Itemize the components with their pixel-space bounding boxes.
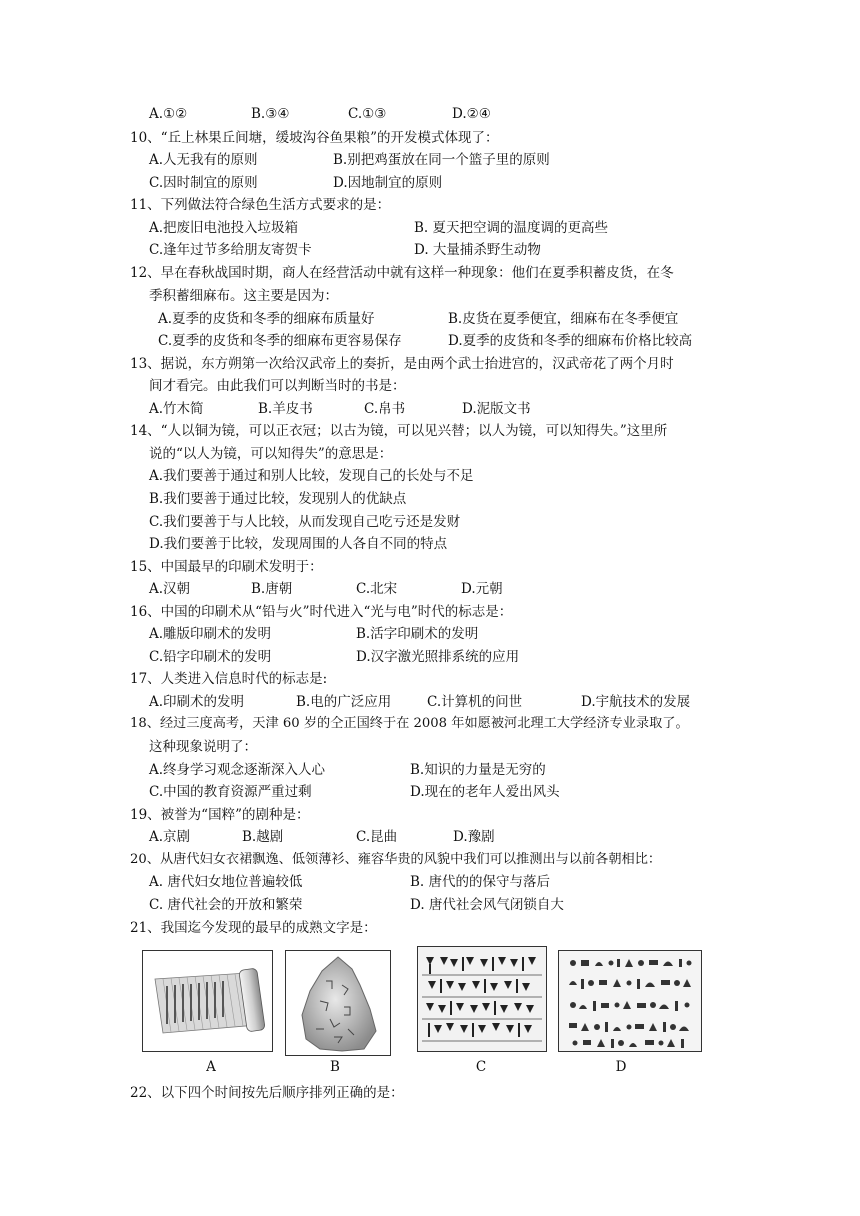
q14-option-c: C.我们要善于与人比较，从而发现自己吃亏还是发财 — [149, 514, 461, 530]
q17-option-b: B.电的广泛应用 — [296, 694, 392, 710]
q10-option-a: A.人无我有的原则 — [149, 152, 258, 168]
q13-option-a: A.竹木简 — [149, 401, 204, 417]
q12-stem-line2: 季积蓄细麻布。这主要是因为： — [149, 288, 338, 304]
q16-stem: 16、中国的印刷术从“铅与火”时代进入“光与电”时代的标志是： — [130, 604, 513, 620]
q16-option-b: B.活字印刷术的发明 — [356, 626, 479, 642]
option-b-oracle-bone-image — [285, 950, 391, 1056]
q11-option-a: A.把废旧电池投入垃圾箱 — [149, 220, 299, 236]
q18-option-b: B.知识的力量是无穷的 — [410, 762, 546, 778]
q14-stem-line1: 14、“人以铜为镜，可以正衣冠；以古为镜，可以见兴替；以人为镜，可以知得失。”这里所 — [130, 423, 668, 439]
option-b-label: B — [330, 1059, 340, 1075]
option-c-label: C — [475, 1059, 487, 1075]
q18-option-d: D.现在的老年人爱出风头 — [410, 784, 560, 800]
q16-option-a: A.雕版印刷术的发明 — [149, 626, 272, 642]
q15-stem: 15、中国最早的印刷术发明于： — [130, 559, 323, 575]
q11-option-c: C.逢年过节多给朋友寄贺卡 — [149, 242, 312, 258]
q14-stem-line2: 说的“以人为镜，可以知得失”的意思是： — [149, 446, 393, 462]
q19-option-d: D.豫剧 — [453, 829, 495, 845]
q15-option-a: A.汉朝 — [149, 581, 191, 597]
q17-option-a: A.印刷术的发明 — [149, 694, 245, 710]
q13-stem-line2: 间才看完。由此我们可以判断当时的书是： — [149, 378, 406, 394]
q14-option-d: D.我们要善于比较，发现周围的人各自不同的特点 — [149, 536, 448, 552]
q21-stem: 21、我国迄今发现的最早的成熟文字是： — [130, 920, 377, 936]
q13-stem-line1: 13、据说，东方朔第一次给汉武帝上的奏折，是由两个武士抬进宫的，汉武帝花了两个月时 — [130, 356, 674, 372]
q18-option-c: C.中国的教育资源严重过剩 — [149, 784, 312, 800]
q20-option-a: A. 唐代妇女地位普遍较低 — [149, 874, 303, 890]
q15-option-b: B.唐朝 — [251, 581, 293, 597]
q18-option-a: A.终身学习观念逐渐深入人心 — [149, 762, 326, 778]
q10-option-d: D.因地制宜的原则 — [333, 175, 443, 191]
q20-stem: 20、从唐代妇女衣裙飘逸、低领薄衫、雍容华贵的风貌中我们可以推测出与以前各朝相比： — [130, 852, 662, 867]
q17-stem: 17、人类进入信息时代的标志是: — [130, 671, 328, 687]
q12-option-d: D.夏季的皮货和冬季的细麻布价格比较高 — [448, 333, 693, 349]
option-a-bamboo-scroll-image — [142, 950, 273, 1052]
q17-option-c: C.计算机的问世 — [427, 694, 523, 710]
q15-option-d: D.元朝 — [461, 581, 503, 597]
q12-stem-line1: 12、早在春秋战国时期，商人在经营活动中就有这样一种现象：他们在夏季积蓄皮货，在冬 — [130, 265, 674, 281]
q12-option-b: B.皮货在夏季便宜，细麻布在冬季便宜 — [448, 311, 679, 327]
q15-option-c: C.北宋 — [356, 581, 398, 597]
q10-option-c: C.因时制宜的原则 — [149, 175, 258, 191]
q18-stem-line1: 18、经过三度高考，天津 60 岁的仝正国终于在 2008 年如愿被河北理工大学经济专业录取了。 — [130, 716, 689, 731]
q9-option-a: A.①② — [149, 106, 188, 122]
q19-option-c: C.昆曲 — [356, 829, 398, 845]
q22-stem: 22、以下四个时间按先后顺序排列正确的是： — [130, 1085, 404, 1101]
q20-option-c: C. 唐代社会的开放和繁荣 — [149, 897, 303, 913]
q14-option-a: A.我们要善于通过和别人比较，发现自己的长处与不足 — [149, 468, 474, 484]
q9-option-b: B.③④ — [251, 106, 290, 122]
q13-option-c: C.帛书 — [364, 401, 406, 417]
q16-option-c: C.铅字印刷术的发明 — [149, 649, 272, 665]
q10-stem: 10、“丘上林果丘间塘，缓坡沟谷鱼果粮”的开发模式体现了： — [130, 130, 499, 146]
q13-option-d: D.泥版文书 — [462, 401, 531, 417]
q9-option-d: D.②④ — [452, 106, 491, 122]
option-c-cuneiform-image — [417, 946, 547, 1052]
q11-option-d: D. 大量捕杀野生动物 — [414, 242, 541, 258]
q14-option-b: B.我们要善于通过比较，发现别人的优缺点 — [149, 491, 407, 507]
option-d-hieroglyph-image — [558, 950, 702, 1052]
q13-option-b: B.羊皮书 — [258, 401, 313, 417]
q19-option-b: B.越剧 — [242, 829, 284, 845]
q9-option-c: C.①③ — [348, 106, 387, 122]
option-d-label: D — [615, 1059, 627, 1075]
q11-option-b: B. 夏天把空调的温度调的更高些 — [414, 220, 609, 236]
q20-option-d: D. 唐代社会风气闭锁自大 — [410, 897, 564, 913]
option-a-label: A — [206, 1059, 216, 1075]
q17-option-d: D.宇航技术的发展 — [581, 694, 691, 710]
q12-option-c: C.夏季的皮货和冬季的细麻布更容易保存 — [158, 333, 402, 349]
q19-stem: 19、被誉为“国粹”的剧种是： — [130, 807, 310, 823]
q20-option-b: B. 唐代的的保守与落后 — [410, 874, 551, 890]
q16-option-d: D.汉字激光照排系统的应用 — [356, 649, 520, 665]
q10-option-b: B.别把鸡蛋放在同一个篮子里的原则 — [333, 152, 550, 168]
q18-stem-line2: 这种现象说明了： — [149, 739, 257, 755]
q19-option-a: A.京剧 — [149, 829, 191, 845]
q11-stem: 11、下列做法符合绿色生活方式要求的是： — [130, 197, 391, 213]
q12-option-a: A.夏季的皮货和冬季的细麻布质量好 — [158, 311, 375, 327]
